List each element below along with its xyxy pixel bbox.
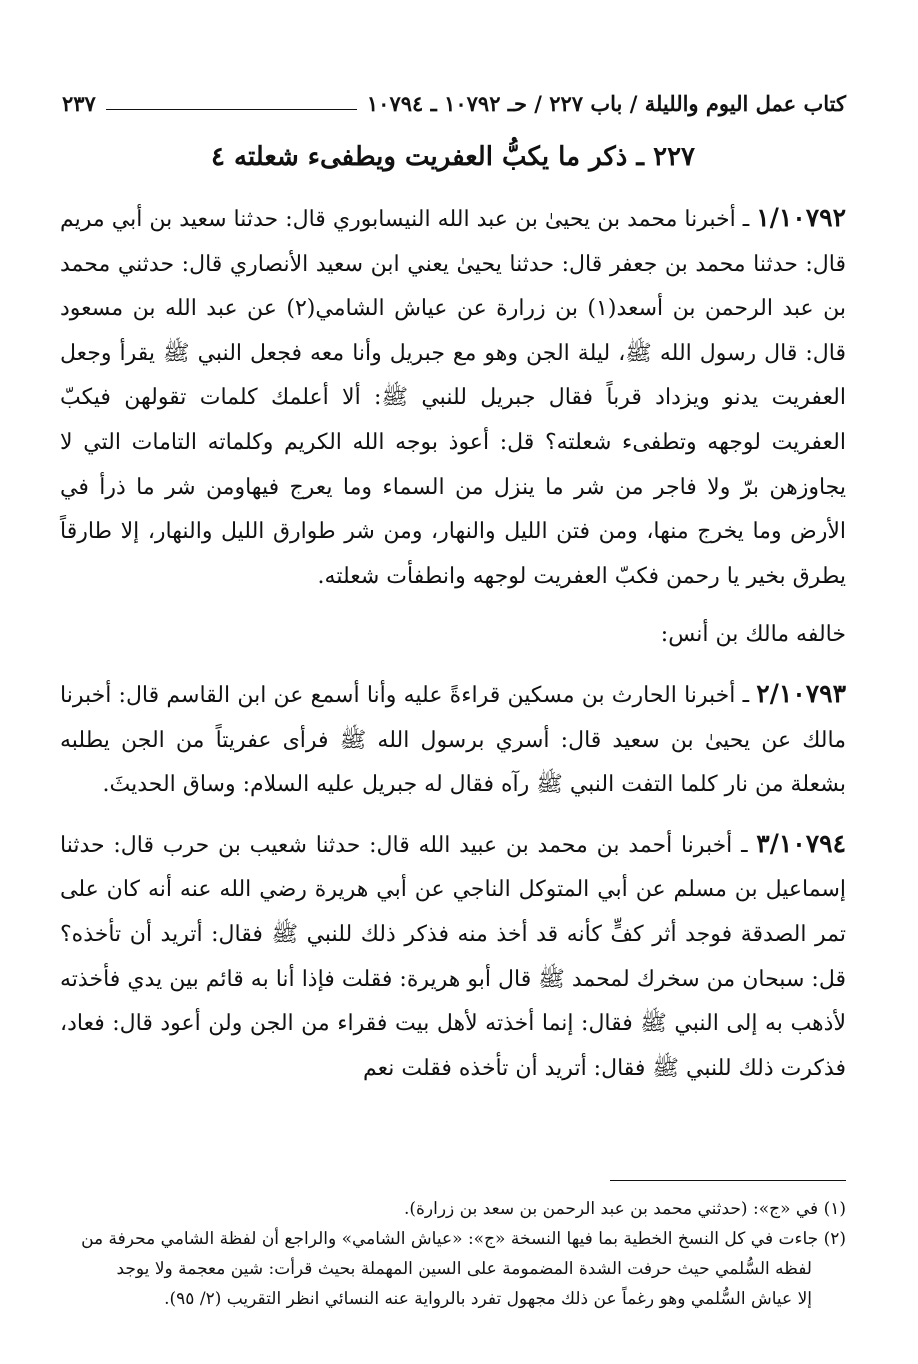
- hadith-paragraph-3: [60, 822, 846, 1092]
- chapter-title: ٢٢٧ ـ ذكر ما يكبُّ العفريت ويطفىء شعلته ٤: [210, 142, 696, 172]
- page-number: ٢٣٧: [62, 90, 96, 116]
- footnote-marker: (١): [823, 1199, 846, 1219]
- hadith-number: ١/١٠٧٩٢: [756, 203, 846, 232]
- header-rule: [106, 97, 357, 110]
- main-text: [60, 196, 846, 1091]
- hadith-number: ٢/١٠٧٩٣: [756, 678, 846, 708]
- footnote-1: [60, 1194, 846, 1224]
- hadith-paragraph-1: [60, 196, 846, 599]
- footnotes: [60, 1194, 846, 1314]
- footnote-2: [60, 1224, 846, 1254]
- transition-line: [60, 613, 846, 658]
- footnote-2-continued: [60, 1284, 846, 1314]
- hadith-paragraph-2: [60, 672, 846, 808]
- footnote-marker: (٢): [823, 1229, 846, 1249]
- hadith-number: ٣/١٠٧٩٤: [756, 828, 846, 858]
- hadith-text: ـ أخبرنا أحمد بن محمد بن عبيد الله قال: حدثنا شعيب بن حرب قال: حدثنا إسماعيل بن مسلم عن أبي المتوكل الناجي عن أبي هريرة رضي الله عنه أنه كان على تمر الصدقة فوجد أثر كفٍّ كأنه قد أخذ منه فذكر ذلك للنبي ﷺ فقال: أتريد أن تأخذه؟ قل: سبحان من سخرك لمحمد ﷺ قال أبو هريرة: فقلت فإذا أنا به قائم بين يدي فأخذته لأذهب به إلى النبي ﷺ فقال: إنما أخذته لأهل بيت فقراء من الجن ولن أعود قال: فعاد، فذكرت ذلك للنبي ﷺ فقال: أتريد أن تأخذه فقلت نعم: [60, 832, 846, 1081]
- running-header: [62, 86, 846, 120]
- footnote-text: إلا عياش السُّلمي وهو رغماً عن ذلك مجهول تفرد بالرواية عنه النسائي انظر التقريب (٢/ ٩٥).: [164, 1289, 812, 1309]
- footnote-separator: [610, 1180, 846, 1181]
- footnote-text: جاءت في كل النسخ الخطية بما فيها النسخة «ج»: «عياش الشامي» والراجع أن لفظة الشامي محرفة من: [81, 1229, 819, 1249]
- footnote-text: في «ج»: (حدثني محمد بن عبد الرحمن بن سعد بن زرارة).: [403, 1199, 819, 1219]
- footnote-2-continued: [60, 1254, 846, 1284]
- hadith-text: ـ أخبرنا الحارث بن مسكين قراءةً عليه وأنا أسمع عن ابن القاسم قال: أخبرنا مالك عن يحيىٰ بن سعيد قال: أسري برسول الله ﷺ فرأى عفريتاً من الجن يطلبه بشعلة من نار كلما التفت النبي ﷺ رآه فقال له جبريل عليه السلام: وساق الحديثَ.: [60, 682, 846, 798]
- footnote-text: لفظه السُّلمي حيث حرفت الشدة المضمومة على السين المهملة بحيث قرأت: شين معجمة ولا يوجد: [116, 1259, 812, 1279]
- hadith-text: ـ أخبرنا محمد بن يحيىٰ بن عبد الله النيسابوري قال: حدثنا سعيد بن أبي مريم قال: حدثنا محمد بن جعفر قال: حدثنا يحيىٰ يعني ابن سعيد الأنصاري قال: حدثني محمد بن عبد الرحمن بن أسعد(١) بن زرارة عن عياش الشامي(٢) عن عبد الله بن مسعود قال: قال رسول الله ﷺ، ليلة الجن وهو مع جبريل وأنا معه فجعل النبي ﷺ يقرأ وجعل العفريت يدنو ويزداد قرباً فقال جبريل للنبي ﷺ: ألا أعلمك كلمات تقولهن فيكبّ العفريت لوجهه وتطفىء شعلته؟ قل: أعوذ بوجه الله الكريم وكلماته التامات التي لا يجاوزهن برّ ولا فاجر من شر ما ينزل من السماء وما يعرج فيهاومن شر ما ذرأ في الأرض وما يخرج منها، ومن فتن الليل والنهار، ومن شر طوارق الليل والنهار، إلا طارقاً يطرق بخير يا رحمن فكبّ العفريت لوجهه وانطفأت شعلته.: [60, 207, 847, 589]
- running-title: كتاب عمل اليوم والليلة / باب ٢٢٧ / حـ ١٠٧٩٢ ـ ١٠٧٩٤: [366, 90, 846, 116]
- transition-text: خالفه مالك بن أنس:: [660, 622, 846, 648]
